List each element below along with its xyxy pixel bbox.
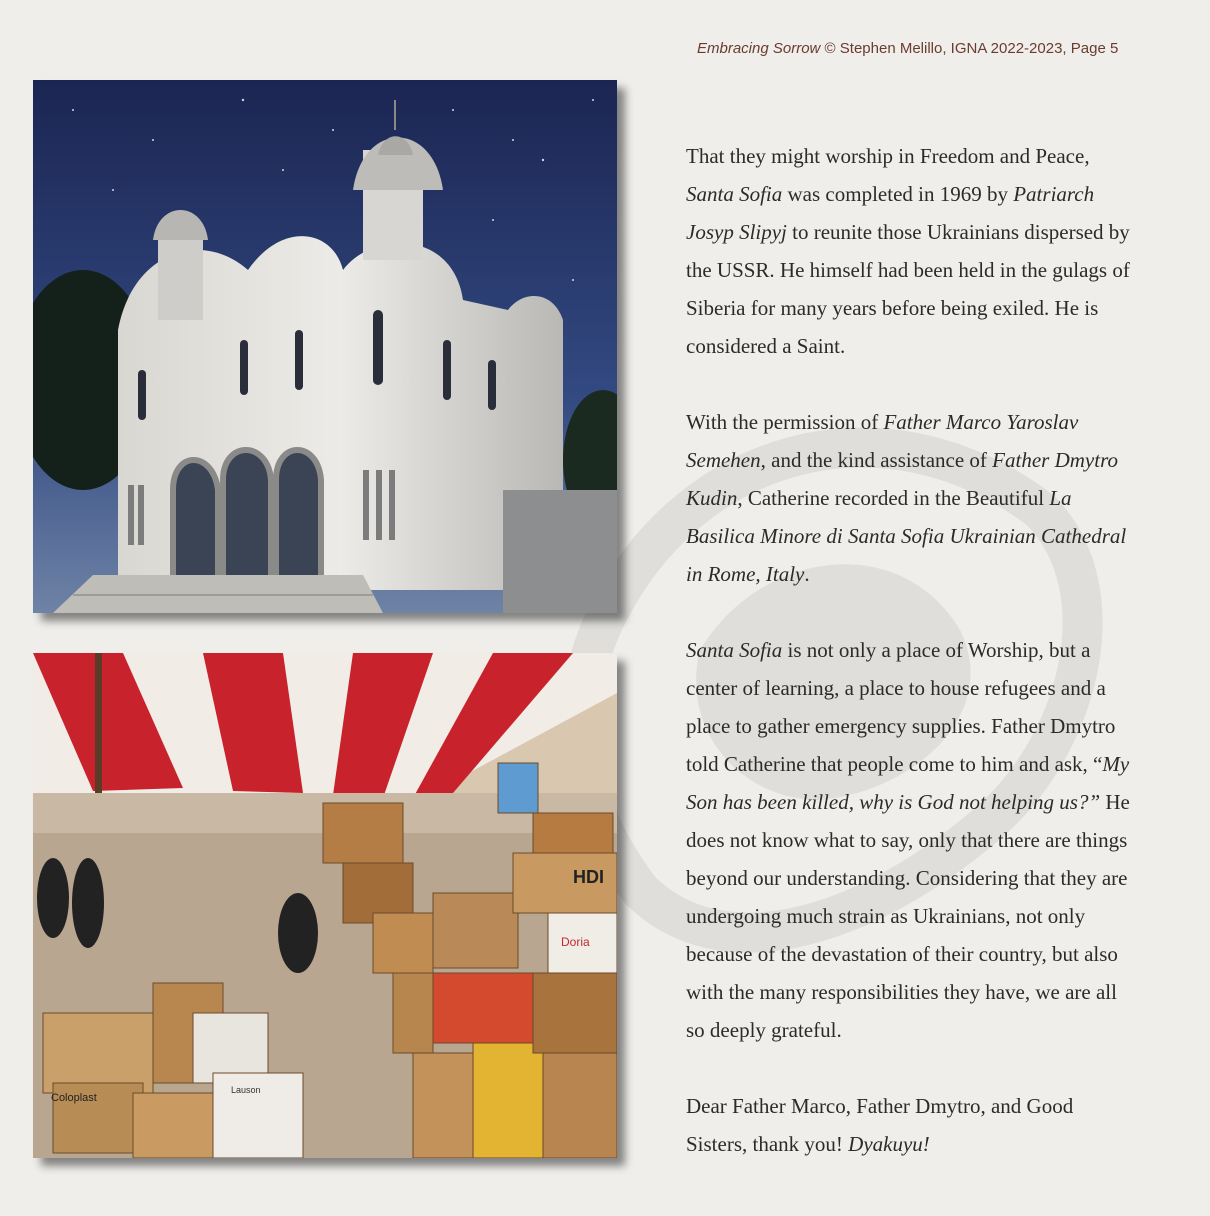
- paragraph-1: [686, 137, 1136, 365]
- text-run: , and the kind assistance of: [760, 448, 993, 472]
- italic-run: Father Dmytro Kudin: [686, 448, 1118, 510]
- italic-run: Santa Sofia: [686, 182, 783, 206]
- italic-run: Santa Sofia: [686, 638, 783, 662]
- text-run: to reunite those Ukrainians dispersed by the USSR. He himself had been held in the gulags of Siberia for many years before being exiled. He is considered a Saint.: [686, 220, 1130, 358]
- text-run: He does not know what to say, only that there are things beyond our understanding. Considering that they are undergoing much strain as Ukrainians, not only because of the devastation of their country, but also with the many responsibilities they have, we are all so deeply grateful.: [686, 790, 1130, 1042]
- italic-run: Dyakuyu!: [848, 1132, 930, 1156]
- italic-run: Patriarch Josyp Slipyj: [686, 182, 1095, 244]
- paragraph-2: [686, 403, 1136, 593]
- box-label-doria: Doria: [561, 935, 590, 949]
- emergency-supplies-tent-photo: [33, 653, 617, 1158]
- santa-sofia-cathedral-photo: [33, 80, 617, 613]
- text-run: .: [804, 562, 810, 586]
- text-run: That they might worship in Freedom and Peace,: [686, 144, 1090, 168]
- text-run: is not only a place of Worship, but a center of learning, a place to house refugees and a place to gather emergency supplies. Father Dmytro told Catherine that people come to him and ask, “: [686, 638, 1116, 776]
- paragraph-3: [686, 631, 1136, 1049]
- text-run: was completed in 1969 by: [782, 182, 1014, 206]
- header-title-italic: Embracing Sorrow: [697, 40, 821, 57]
- italic-run: La Basilica Minore di Santa Sofia Ukrainian Cathedral in Rome, Italy: [686, 486, 1127, 586]
- page-header: [697, 40, 1118, 57]
- header-copyright: © Stephen Melillo, IGNA 2022-2023, Page 5: [820, 40, 1119, 57]
- box-label-coloplast: Coloplast: [51, 1092, 97, 1104]
- text-run: With the permission of: [686, 410, 884, 434]
- paragraph-4: [686, 1087, 1136, 1163]
- box-label-hdi: HDI: [573, 867, 604, 887]
- italic-run: Father Marco Yaroslav Semehen: [686, 410, 1079, 472]
- box-label-lauson: Lauson: [231, 1085, 261, 1095]
- text-run: , Catherine recorded in the Beautiful: [737, 486, 1050, 510]
- text-run: Dear Father Marco, Father Dmytro, and Good Sisters, thank you!: [686, 1094, 1074, 1156]
- italic-run: My Son has been killed, why is God not helping us?”: [686, 752, 1130, 814]
- article-text: [686, 137, 1136, 1201]
